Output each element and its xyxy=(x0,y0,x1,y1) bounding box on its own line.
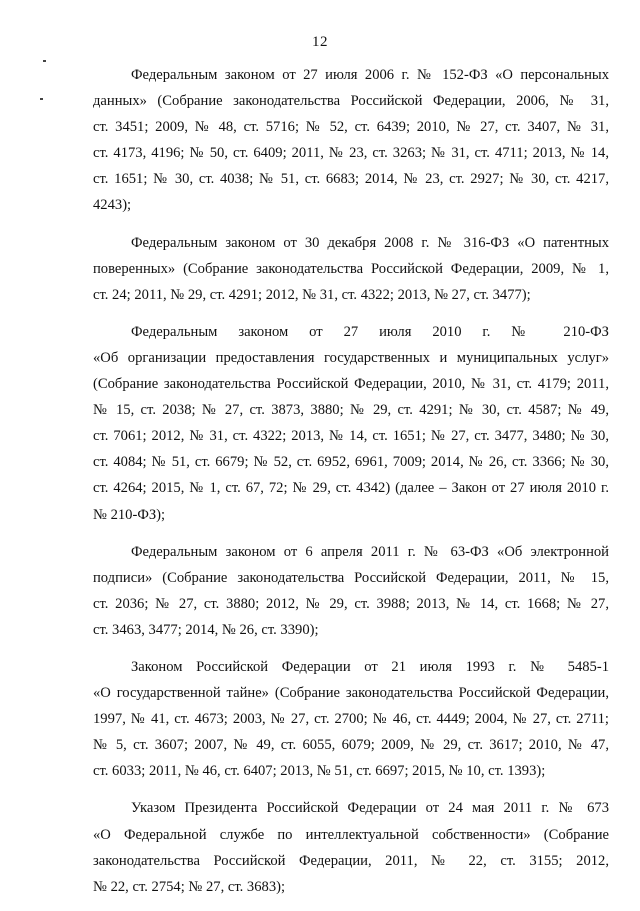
paragraph-law-316 xyxy=(93,230,609,308)
text-line: законодательства Российской Федерации, 2011, № 22, ст. 3155; 2012, xyxy=(93,852,609,869)
text-line: ст. 3451; 2009, № 48, ст. 5716; № 52, ст. 6439; 2010, № 27, ст. 3407, № 31, xyxy=(93,119,609,136)
text-line: № 5, ст. 3607; 2007, № 49, ст. 6055, 6079; 2009, № 29, ст. 3617; 2010, № 47, xyxy=(93,737,609,754)
text-line: Федеральным законом от 27 июля 2006 г. № 152-ФЗ «О персональных xyxy=(131,67,609,83)
text-line: подписи» (Собрание законодательства Российской Федерации, 2011, № 15, xyxy=(93,569,609,586)
text-line: Законом Российской Федерации от 21 июля 1993 г. № 5485-1 xyxy=(131,658,609,675)
paragraph-law-152 xyxy=(93,62,609,219)
text-line: «Об организации предоставления государственных и муниципальных услуг» xyxy=(93,349,609,366)
page-number: 12 xyxy=(312,34,328,50)
paragraph-law-5485 xyxy=(93,654,609,784)
text-line: ст. 2036; № 27, ст. 3880; 2012, № 29, ст. 3988; 2013, № 14, ст. 1668; № 27, xyxy=(93,595,609,612)
text-line: № 15, ст. 2038; № 27, ст. 3873, 3880; № 29, ст. 4291; № 30, ст. 4587; № 49, xyxy=(93,402,609,419)
text-line: (Собрание законодательства Российской Федерации, 2010, № 31, ст. 4179; 2011, xyxy=(93,376,609,393)
text-line: № 22, ст. 2754; № 27, ст. 3683); xyxy=(93,878,286,895)
text-line: Федеральным законом от 27 июля 2010 г. № 210-ФЗ xyxy=(131,323,609,340)
paragraph-law-210 xyxy=(93,319,609,528)
text-line: ст. 4173, 4196; № 50, ст. 6409; 2011, № 23, ст. 3263; № 31, ст. 4711; 2013, № 14, xyxy=(93,145,609,162)
text-line: Указом Президента Российской Федерации от 24 мая 2011 г. № 673 xyxy=(131,800,609,817)
text-line: ст. 4084; № 51, ст. 6679; № 52, ст. 6952, 6961, 7009; 2014, № 26, ст. 3366; № 30, xyxy=(93,454,609,471)
text-line: ст. 7061; 2012, № 31, ст. 4322; 2013, № 14, ст. 1651; № 27, ст. 3477, 3480; № 30, xyxy=(93,428,609,445)
text-line: данных» (Собрание законодательства Российской Федерации, 2006, № 31, xyxy=(93,93,609,110)
text-line: ст. 1651; № 30, ст. 4038; № 51, ст. 6683; 2014, № 23, ст. 2927; № 30, ст. 4217, xyxy=(93,171,609,188)
text-line: 1997, № 41, ст. 4673; 2003, № 27, ст. 2700; № 46, ст. 4449; 2004, № 27, ст. 2711; xyxy=(93,711,609,728)
text-line: поверенных» (Собрание законодательства Российской Федерации, 2009, № 1, xyxy=(93,260,609,277)
paragraph-law-63 xyxy=(93,539,609,643)
text-line: 4243); xyxy=(93,197,132,214)
text-line: ст. 6033; 2011, № 46, ст. 6407; 2013, № 51, ст. 6697; 2015, № 10, ст. 1393); xyxy=(93,763,546,780)
text-line: Федеральным законом от 30 декабря 2008 г. № 316-ФЗ «О патентных xyxy=(131,234,609,251)
text-line: ст. 3463, 3477; 2014, № 26, ст. 3390); xyxy=(93,621,319,638)
text-line: «О Федеральной службе по интеллектуальной собственности» (Собрание xyxy=(93,826,609,843)
scan-mark xyxy=(43,60,46,62)
paragraph-decree-673 xyxy=(93,795,609,899)
document-body xyxy=(93,62,609,911)
text-line: ст. 4264; 2015, № 1, ст. 67, 72; № 29, ст. 4342) (далее – Закон от 27 июля 2010 г. xyxy=(93,480,609,497)
text-line: Федеральным законом от 6 апреля 2011 г. № 63-ФЗ «Об электронной xyxy=(131,543,609,560)
scan-mark xyxy=(40,98,43,100)
text-line: № 210-ФЗ); xyxy=(93,506,166,523)
text-line: ст. 24; 2011, № 29, ст. 4291; 2012, № 31, ст. 4322; 2013, № 27, ст. 3477); xyxy=(93,286,531,303)
text-line: «О государственной тайне» (Собрание законодательства Российской Федерации, xyxy=(93,685,609,702)
